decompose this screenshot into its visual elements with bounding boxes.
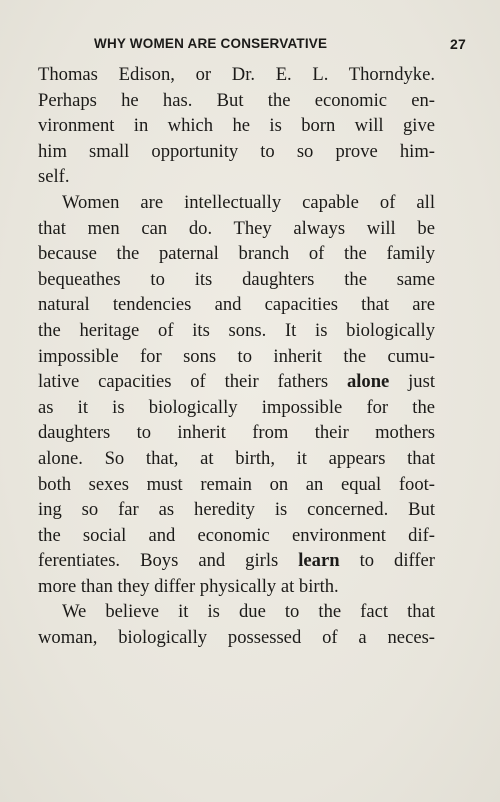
text-line: the social and economic environment dif- bbox=[38, 524, 435, 546]
text-line: daughters to inherit from their mothers bbox=[38, 422, 435, 444]
text-run: ferentiates. Boys and girls bbox=[38, 550, 279, 572]
running-head bbox=[38, 34, 466, 56]
text-line bbox=[38, 548, 435, 574]
text-line: ing so far as heredity is concerned. But bbox=[38, 499, 435, 521]
body-text bbox=[38, 62, 435, 651]
text-run: just bbox=[408, 371, 436, 393]
text-line: natural tendencies and capacities that are bbox=[38, 294, 435, 316]
text-line: because the paternal branch of the family bbox=[38, 243, 435, 265]
text-run: to differ bbox=[359, 550, 436, 572]
text-line: alone. So that, at birth, it appears that bbox=[38, 447, 435, 469]
text-line: Perhaps he has. But the economic en- bbox=[38, 89, 435, 111]
text-line: vironment in which he is born will give bbox=[38, 115, 435, 137]
text-line: woman, biologically possessed of a neces- bbox=[38, 627, 435, 649]
text-line: both sexes must remain on an equal foot- bbox=[38, 473, 435, 495]
text-line: Thomas Edison, or Dr. E. L. Thorndyke. bbox=[38, 64, 435, 85]
emphasis-alone: alone bbox=[346, 371, 390, 393]
text-line: impossible for sons to inherit the cumu- bbox=[38, 345, 435, 367]
text-line: bequeathes to its daughters the same bbox=[38, 268, 435, 290]
text-line: self. bbox=[38, 166, 70, 188]
emphasis-learn: learn bbox=[298, 550, 340, 572]
page-number: 27 bbox=[450, 36, 466, 52]
text-line: him small opportunity to so prove him- bbox=[38, 140, 435, 162]
text-run: lative capacities of their fathers bbox=[38, 371, 329, 393]
text-line: that men can do. They always will be bbox=[38, 217, 435, 239]
text-line: more than they differ physically at birth. bbox=[38, 575, 339, 597]
text-line bbox=[38, 369, 435, 395]
text-line: as it is biologically impossible for the bbox=[38, 396, 435, 418]
text-line: We believe it is due to the fact that bbox=[62, 601, 435, 623]
running-title: WHY WOMEN ARE CONSERVATIVE bbox=[94, 36, 328, 51]
text-line: the heritage of its sons. It is biologically bbox=[38, 319, 435, 341]
text-line: Women are intellectually capable of all bbox=[62, 191, 435, 213]
